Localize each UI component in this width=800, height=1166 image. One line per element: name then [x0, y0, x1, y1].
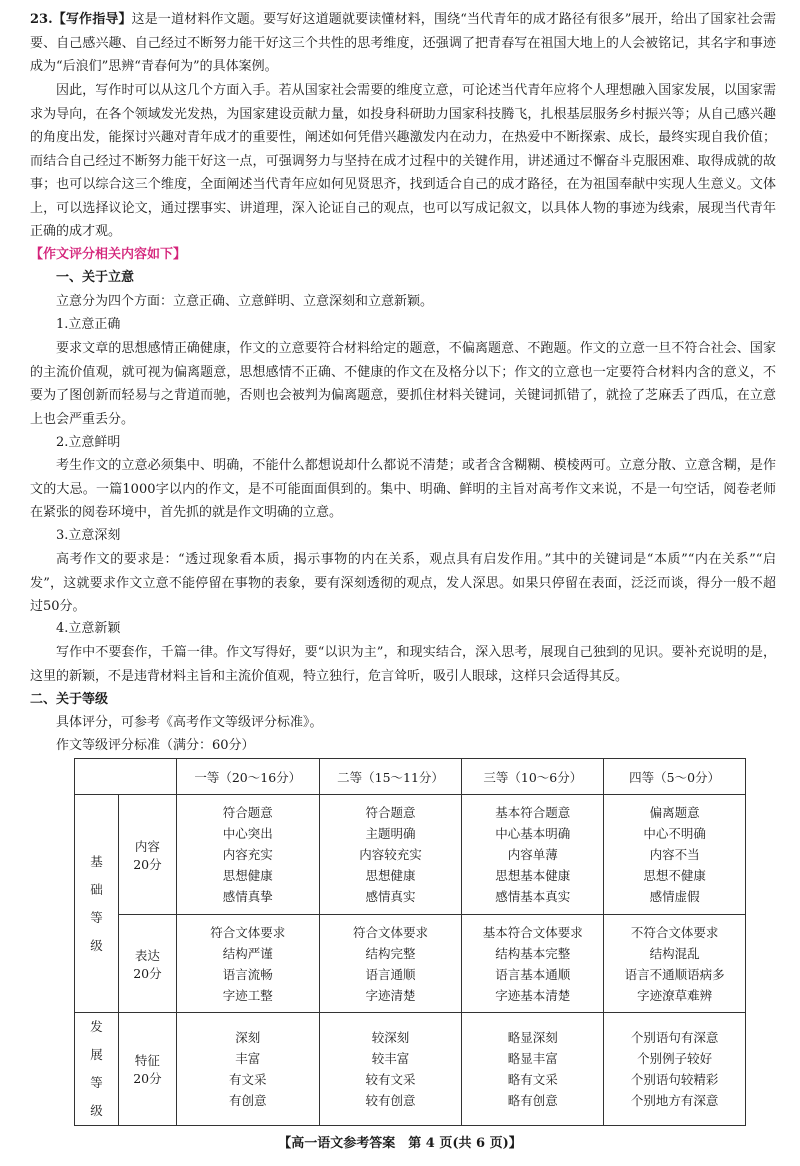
criterion-line: 思想健康: [222, 868, 273, 883]
scoring-title: 【作文评分相关内容如下】: [30, 247, 187, 262]
criterion-line: 中心基本明确: [495, 826, 571, 841]
criterion-line: 感情真挚: [222, 889, 273, 904]
question-number: 23.: [30, 12, 53, 27]
grading-table: [74, 758, 746, 1126]
criterion-line: 思想基本健康: [495, 868, 571, 883]
item4-text: 写作中不要套作，千篇一律。作文写得好，要“以识为主”，和现实结合，深入思考，展现自己独到的见识。要补充说明的是，这里的新颖，不是违背材料主旨和主流价值观，特立独行，危言耸听，吸引人眼球，这样只会适得其反。: [30, 645, 776, 684]
row-label-feature: 特征 20分: [118, 1013, 176, 1126]
criterion-line: 感情基本真实: [495, 889, 571, 904]
cell-expression-grade-3: [462, 915, 604, 1013]
item2-heading: 2.立意鲜明: [56, 435, 121, 450]
criterion-line: 较有文采: [365, 1072, 416, 1087]
header-grade-4: 四等（5～0分）: [604, 759, 746, 795]
criterion-line: 较丰富: [371, 1051, 410, 1066]
criterion-line: 个别语句有深意: [630, 1030, 719, 1045]
criterion-line: 个别例子较好: [637, 1051, 713, 1066]
row-label-content: 内容 20分: [118, 795, 176, 915]
table-caption: 作文等级评分标准（满分：60分）: [56, 738, 255, 753]
criterion-line: 偏离题意: [649, 805, 700, 820]
table-row-content: [75, 795, 746, 915]
cell-content-grade-4: [604, 795, 746, 915]
criterion-line: 中心不明确: [643, 826, 706, 841]
criterion-line: 符合文体要求: [353, 924, 429, 940]
item1-text: 要求文章的思想感情正确健康，作文的立意要符合材料给定的题意，不偏离题意、不跑题。作文的立意一旦不符合社会、国家的主流价值观，就可视为偏离题意，思想感情不正确、不健康的作文在及格分以下；作文的立意也一定要符合材料内含的意义，不要为了图创新而轻易与之背道而驰，否则也会被判为偏离题意，要抓住材料关键词，关键词抓错了，就捡了芝麻丢了西瓜，在立意上也会严重丢分。: [30, 341, 776, 427]
table-corner-cell: [75, 759, 177, 795]
q23-para1-text: 这是一道材料作文题。要写好这道题就要读懂材料，围绕“当代青年的成才路径有很多”展开，给出了国家社会需要、自己感兴趣、自己经过不断努力能干好这三个共性的思考维度，还强调了把青春写在祖国大地上的人会被铭记，其名字和事迹成为“后浪们”思辨“青春何为”的具体案例。: [30, 12, 776, 74]
header-grade-1: 一等（20～16分）: [176, 759, 319, 795]
criterion-line: 中心突出: [222, 826, 273, 841]
cell-content-grade-1: [176, 795, 319, 915]
criterion-line: 字迹工整: [222, 987, 273, 1003]
criterion-line: 语言通顺: [365, 966, 416, 982]
row-label-expression: 表达 20分: [118, 915, 176, 1013]
table-header-row: [75, 759, 746, 795]
criterion-line: 内容不当: [649, 847, 700, 862]
group-label-text: 基 础 等 级: [90, 853, 103, 953]
cell-expression-grade-2: [319, 915, 462, 1013]
criterion-line: 略显深刻: [507, 1030, 558, 1045]
group-label-text: 发 展 等 级: [90, 1019, 103, 1118]
item3-text: 高考作文的要求是：“透过现象看本质，揭示事物的内在关系，观点具有启发作用。”其中的关键词是“本质”“内在关系”“启发”，这就要求作文立意不能停留在事物的表象，要有深刻透彻的观点，发人深思。如果只停留在表面，泛泛而谈，得分一般不超过50分。: [30, 552, 776, 614]
criterion-line: 符合题意: [365, 805, 416, 820]
header-grade-2: 二等（15～11分）: [319, 759, 462, 795]
group-development-label: [75, 1013, 119, 1126]
criterion-line: 思想健康: [365, 868, 416, 883]
writing-guide-tag: 【写作指导】: [52, 12, 132, 27]
sec1-intro: 立意分为四个方面：立意正确、立意鲜明、立意深刻和立意新颖。: [56, 294, 434, 309]
criterion-line: 内容较充实: [359, 847, 422, 862]
criterion-line: 字迹清楚: [365, 987, 416, 1003]
criterion-line: 思想不健康: [643, 868, 706, 883]
criterion-line: 符合题意: [222, 805, 273, 820]
criterion-line: 字迹潦草难辨: [637, 987, 713, 1003]
criterion-line: 符合文体要求: [210, 924, 286, 940]
cell-content-grade-2: [319, 795, 462, 915]
q23-para1: [30, 8, 776, 79]
criterion-line: 丰富: [235, 1051, 261, 1066]
criterion-line: 结构完整: [365, 945, 416, 961]
criterion-line: 感情虚假: [649, 889, 700, 904]
table-row-expression: [75, 915, 746, 1013]
criterion-line: 语言不通顺语病多: [624, 966, 725, 982]
criterion-line: 有文采: [228, 1072, 267, 1087]
criterion-line: 主题明确: [365, 826, 416, 841]
cell-content-grade-3: [462, 795, 604, 915]
cell-feature-grade-2: [319, 1013, 462, 1126]
criterion-line: 结构严谨: [222, 945, 273, 961]
sec1-heading: 一、关于立意: [56, 270, 135, 285]
criterion-line: 语言流畅: [222, 966, 273, 982]
cell-feature-grade-4: [604, 1013, 746, 1126]
cell-feature-grade-3: [462, 1013, 604, 1126]
criterion-line: 略有创意: [507, 1093, 558, 1108]
item3-heading: 3.立意深刻: [56, 528, 121, 543]
criterion-line: 略显丰富: [507, 1051, 558, 1066]
criterion-line: 深刻: [235, 1030, 261, 1045]
q23-para2: 因此，写作时可以从这几个方面入手。若从国家社会需要的维度立意，可论述当代青年应将个人理想融入国家发展，以国家需求为导向，在各个领域发光发热，为国家建设贡献力量，如投身科研助力国家科技腾飞，扎根基层服务乡村振兴等；从自己感兴趣的角度出发，能探讨兴趣对青年成才的重要性，阐述如何凭借兴趣激发内在动力，在热爱中不断探索、成长，最终实现自我价值；而结合自己经过不断努力能干好这一点，可强调努力与坚持在成才过程中的关键作用，讲述通过不懈奋斗克服困难、取得成就的故事；也可以综合这三个维度，全面阐述当代青年应如何见贤思齐，找到适合自己的成才路径，在为祖国奉献中实现人生意义。文体上，可以选择议论文，通过摆事实、讲道理，深入论证自己的观点，也可以写成记叙文，以具体人物的事迹为线索，展现当代青年正确的成才观。: [30, 83, 776, 239]
criterion-line: 内容充实: [222, 847, 273, 862]
cell-expression-grade-4: [604, 915, 746, 1013]
criterion-line: 略有文采: [507, 1072, 558, 1087]
item4-heading: 4.立意新颖: [56, 621, 121, 636]
header-grade-3: 三等（10～6分）: [462, 759, 604, 795]
table-row-feature: [75, 1013, 746, 1126]
sec2-intro: 具体评分，可参考《高考作文等级评分标准》。: [56, 715, 323, 730]
criterion-line: 结构基本完整: [495, 945, 571, 961]
criterion-line: 不符合文体要求: [630, 924, 719, 940]
sec2-heading: 二、关于等级: [30, 692, 109, 707]
cell-feature-grade-1: [176, 1013, 319, 1126]
item1-heading: 1.立意正确: [56, 317, 121, 332]
criterion-line: 个别语句较精彩: [630, 1072, 719, 1087]
criterion-line: 内容单薄: [507, 847, 558, 862]
group-basic-label: [75, 795, 119, 1013]
criterion-line: 结构混乱: [649, 945, 700, 961]
criterion-line: 基本符合文体要求: [482, 924, 583, 940]
item2-text: 考生作文的立意必须集中、明确，不能什么都想说却什么都说不清楚；或者含含糊糊、模棱两可。立意分散、立意含糊，是作文的大忌。一篇1000字以内的作文，是不可能面面俱到的。集中、明确、鲜明的主旨对高考作文来说，不是一句空话，阅卷老师在紧张的阅卷环境中，首先抓的就是作文明确的立意。: [30, 458, 776, 520]
page-footer: 【高一语文参考答案 第 4 页(共 6 页)】: [278, 1136, 522, 1151]
criterion-line: 字迹基本清楚: [495, 987, 571, 1003]
criterion-line: 有创意: [228, 1093, 267, 1108]
criterion-line: 感情真实: [365, 889, 416, 904]
criterion-line: 个别地方有深意: [630, 1093, 719, 1108]
cell-expression-grade-1: [176, 915, 319, 1013]
criterion-line: 较深刻: [371, 1030, 410, 1045]
criterion-line: 较有创意: [365, 1093, 416, 1108]
criterion-line: 语言基本通顺: [495, 966, 571, 982]
criterion-line: 基本符合题意: [495, 805, 571, 820]
